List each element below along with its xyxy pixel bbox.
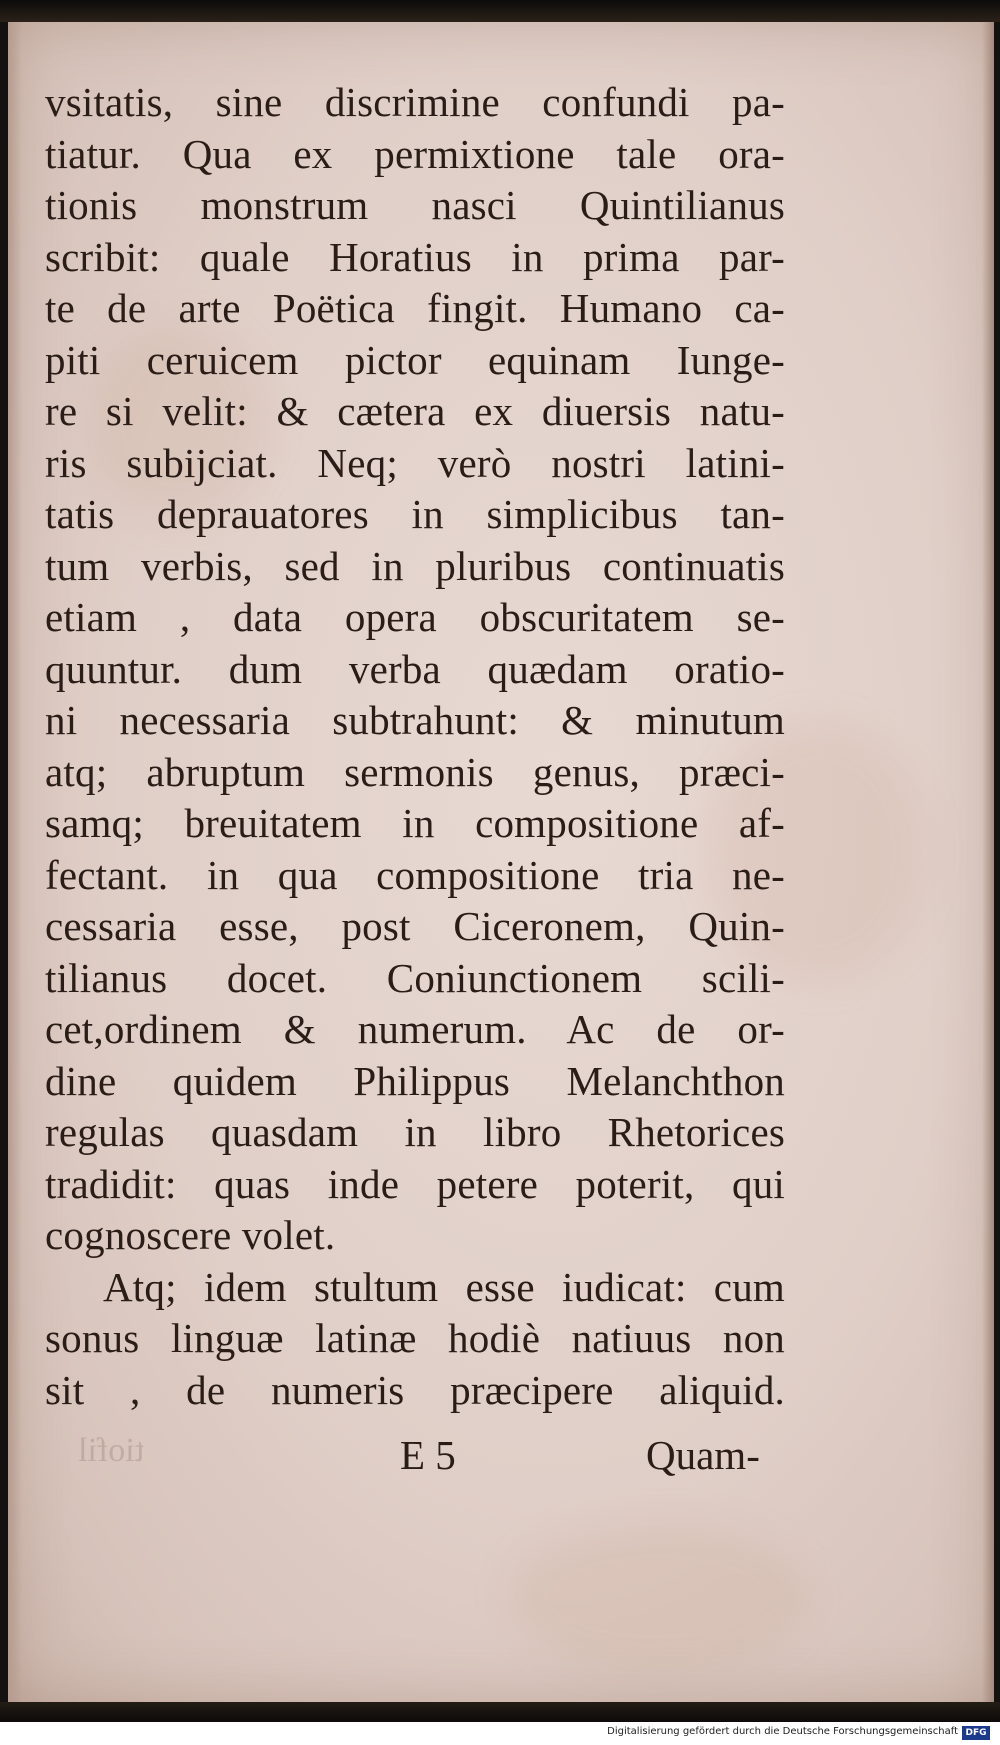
text-line: fectant. in qua compositione tria ne- [45, 851, 785, 898]
text-line: cet,ordinem & numerum. Ac de or- [45, 1006, 785, 1052]
text-line: atq; abruptum sermonis genus, præci- [45, 748, 785, 795]
text-line: sonus linguæ latinæ hodiè natiuus non [45, 1315, 785, 1361]
text-line: tionis monstrum nasci Quintilianus [45, 182, 785, 228]
text-line: re si velit: & cætera ex diuersis natu- [45, 388, 785, 434]
text-line: tradidit: quas inde petere poterit, qui [45, 1160, 785, 1207]
signature-mark: E 5 [400, 1432, 456, 1478]
text-line: tiatur. Qua ex permixtione tale ora- [45, 130, 785, 177]
text-line: etiam , data opera obscuritatem se- [45, 594, 785, 640]
scan-bottom-border [0, 1702, 1000, 1722]
text-line: ni necessaria subtrahunt: & minutum [45, 697, 785, 743]
text-line: tatis deprauatores in simplicibus tan- [45, 491, 785, 537]
text-line: sit , de numeris præcipere aliquid. [45, 1366, 785, 1413]
text-line: tum verbis, sed in pluribus continuatis [45, 542, 785, 589]
text-line: dine quidem Philippus Melanchthon [45, 1057, 785, 1104]
text-line: te de arte Poëtica fingit. Humano ca- [45, 285, 785, 331]
text-line: tilianus docet. Coniunctionem scili- [45, 954, 785, 1001]
book-page [8, 22, 994, 1702]
text-line: cessaria esse, post Ciceronem, Quin- [45, 903, 785, 949]
funding-credit: Digitalisierung gefördert durch die Deutsche Forschungsgemeinschaft [607, 1726, 958, 1737]
catchword: Quam- [646, 1432, 760, 1478]
text-line: vsitatis, sine discrimine confundi pa- [45, 79, 785, 125]
text-line: scribit: quale Horatius in prima par- [45, 233, 785, 280]
page-footer-line [8, 1429, 994, 1481]
show-through-text: tiofil [78, 1432, 145, 1469]
text-line: samq; breuitatem in compositione af- [45, 800, 785, 846]
paper-stain [508, 1522, 808, 1672]
body-text [45, 77, 785, 1416]
text-line: cognoscere volet. [45, 1212, 336, 1258]
text-line: quuntur. dum verba quædam oratio- [45, 645, 785, 692]
text-line: regulas quasdam in libro Rhetorices [45, 1109, 785, 1155]
scan-top-border [0, 0, 1000, 22]
digitization-footer [0, 1722, 1000, 1745]
text-line: ris subijciat. Neq; verò nostri latini- [45, 439, 785, 486]
dfg-logo: DFG [962, 1726, 990, 1740]
text-line: piti ceruicem pictor equinam Iunge- [45, 336, 785, 383]
text-line: Atq; idem stultum esse iudicat: cum [103, 1263, 785, 1310]
